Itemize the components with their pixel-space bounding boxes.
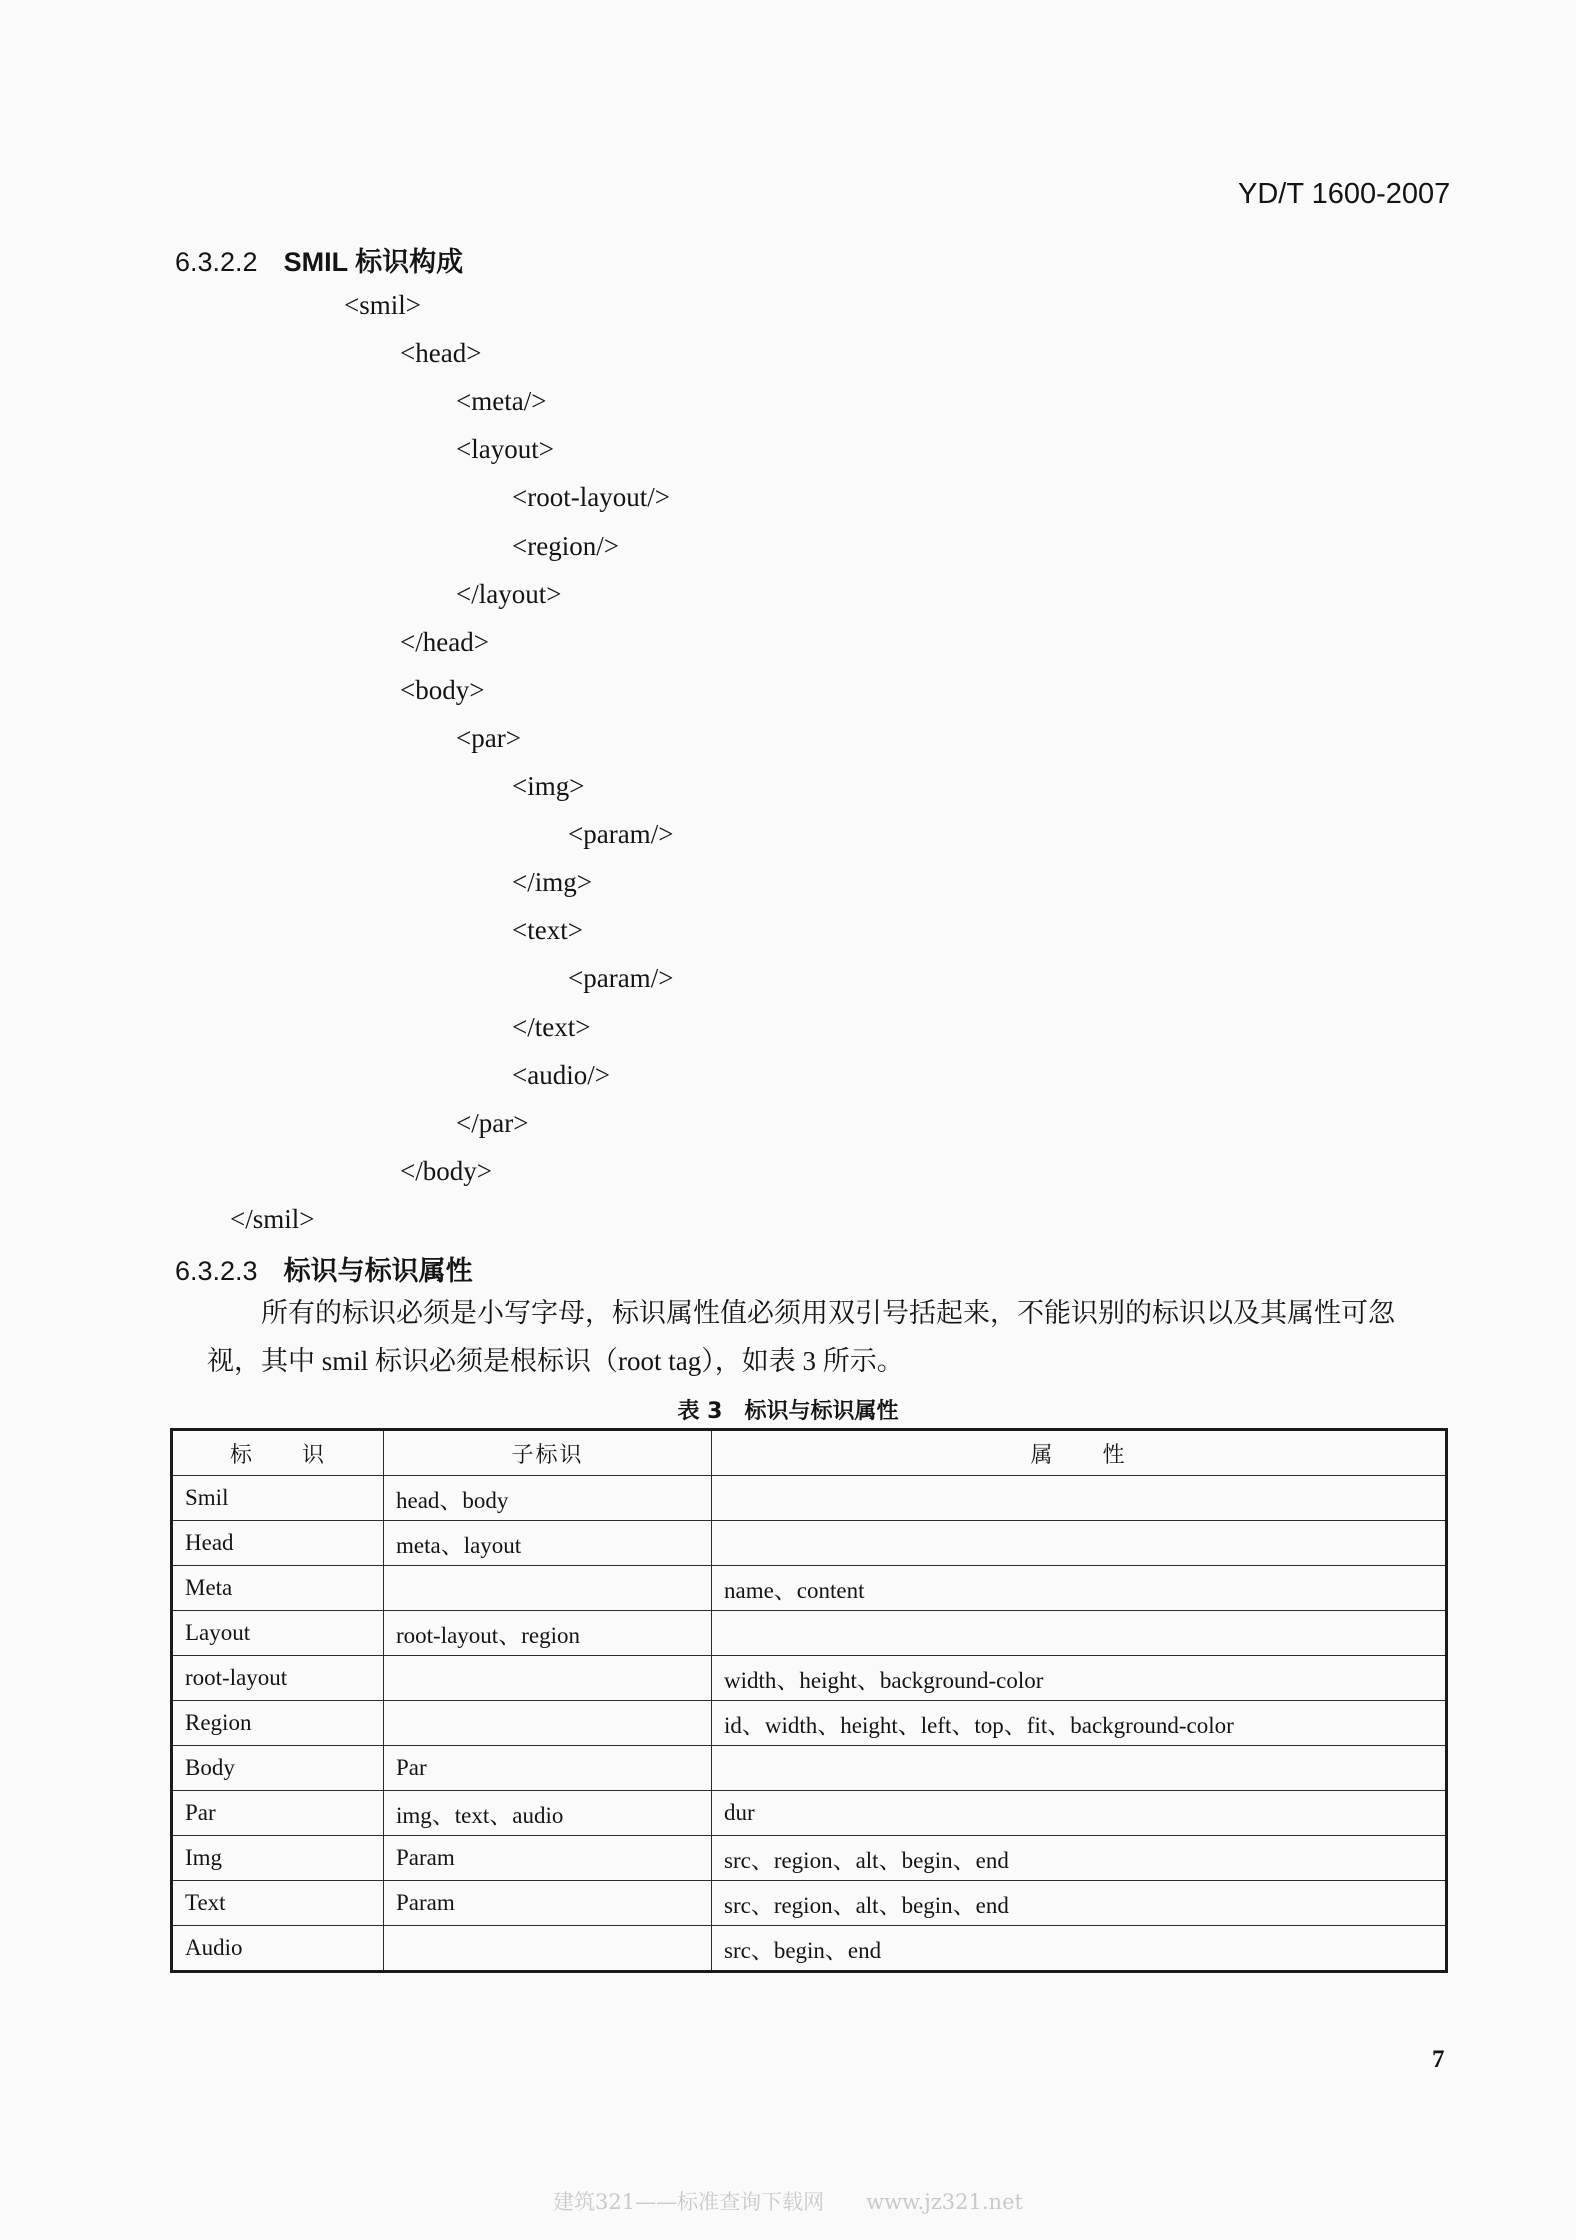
column-header-tag: 标 识 <box>172 1430 384 1476</box>
code-line: </smil> <box>230 1203 315 1234</box>
cell-tag: Par <box>172 1791 384 1836</box>
table-caption: 表 3 标识与标识属性 <box>677 1399 899 1424</box>
code-line: </head> <box>400 626 489 657</box>
page-number: 7 <box>1432 2046 1445 2073</box>
table-row <box>172 1791 1447 1836</box>
column-header-attributes: 属 性 <box>712 1430 1447 1476</box>
cell-tag: Layout <box>172 1611 384 1656</box>
code-line: </layout> <box>456 578 562 609</box>
body-paragraph <box>175 1289 1451 1385</box>
code-line: <body> <box>400 674 485 705</box>
cell-tag: Audio <box>172 1926 384 1972</box>
cell-attributes: name、content <box>712 1566 1447 1611</box>
cell-child-tags <box>384 1656 712 1701</box>
footer-watermark: 建筑321——标准查询下载网 www.jz321.net <box>553 2190 1023 2214</box>
cell-attributes <box>712 1476 1447 1521</box>
table-row <box>172 1836 1447 1881</box>
cell-tag: Body <box>172 1746 384 1791</box>
cell-attributes: width、height、background-color <box>712 1656 1447 1701</box>
section-title: SMIL 标识构成 <box>283 247 464 277</box>
code-line: <region/> <box>512 530 619 561</box>
cell-child-tags: meta、layout <box>384 1521 712 1566</box>
code-line: </body> <box>400 1155 492 1186</box>
section-number: 6.3.2.2 <box>175 247 258 277</box>
code-line: </text> <box>512 1011 591 1042</box>
code-line: <param/> <box>568 963 674 994</box>
table-row <box>172 1611 1447 1656</box>
code-line: </par> <box>456 1107 529 1138</box>
cell-attributes <box>712 1521 1447 1566</box>
table-row <box>172 1521 1447 1566</box>
cell-attributes <box>712 1746 1447 1791</box>
section-number: 6.3.2.3 <box>175 1256 258 1286</box>
cell-tag: Head <box>172 1521 384 1566</box>
table-row <box>172 1881 1447 1926</box>
document-code: YD/T 1600-2007 <box>1238 178 1451 210</box>
cell-attributes: id、width、height、left、top、fit、background-color <box>712 1701 1447 1746</box>
paragraph-line-2: 视，其中 smil 标识必须是根标识（root tag），如表 3 所示。 <box>207 1346 904 1376</box>
cell-tag: Region <box>172 1701 384 1746</box>
table-header-row <box>172 1430 1447 1476</box>
code-line: <head> <box>400 338 482 369</box>
table-row <box>172 1746 1447 1791</box>
cell-child-tags <box>384 1926 712 1972</box>
section-title: 标识与标识属性 <box>283 1256 473 1286</box>
cell-tag: Text <box>172 1881 384 1926</box>
cell-child-tags: Par <box>384 1746 712 1791</box>
cell-child-tags: Param <box>384 1881 712 1926</box>
column-header-child-tag: 子标识 <box>384 1430 712 1476</box>
table-row <box>172 1566 1447 1611</box>
cell-attributes: src、region、alt、begin、end <box>712 1836 1447 1881</box>
paragraph-line-1: 所有的标识必须是小写字母，标识属性值必须用双引号括起来，不能识别的标识以及其属性可忽 <box>261 1298 1395 1328</box>
section-heading-6-3-2-2 <box>175 240 463 279</box>
cell-child-tags: head、body <box>384 1476 712 1521</box>
table-row <box>172 1926 1447 1972</box>
cell-tag: Smil <box>172 1476 384 1521</box>
code-line: <meta/> <box>456 386 547 417</box>
code-line: <root-layout/> <box>512 482 670 513</box>
cell-tag: Img <box>172 1836 384 1881</box>
code-line: <img> <box>512 771 585 801</box>
cell-tag: Meta <box>172 1566 384 1611</box>
cell-child-tags <box>384 1566 712 1611</box>
cell-child-tags <box>384 1701 712 1746</box>
code-line: <par> <box>456 722 521 753</box>
table-row <box>172 1701 1447 1746</box>
section-heading-6-3-2-3 <box>175 1249 473 1288</box>
cell-child-tags: root-layout、region <box>384 1611 712 1656</box>
tag-attribute-table <box>170 1428 1448 1973</box>
cell-attributes: src、region、alt、begin、end <box>712 1881 1447 1926</box>
table-row <box>172 1656 1447 1701</box>
code-line: <text> <box>512 915 583 946</box>
code-line: <smil> <box>344 290 421 320</box>
code-line: <layout> <box>456 434 554 465</box>
table-row <box>172 1476 1447 1521</box>
cell-attributes: src、begin、end <box>712 1926 1447 1972</box>
cell-child-tags: img、text、audio <box>384 1791 712 1836</box>
code-line: <audio/> <box>512 1059 610 1090</box>
code-line: </img> <box>512 867 592 898</box>
cell-attributes <box>712 1611 1447 1656</box>
cell-tag: root-layout <box>172 1656 384 1701</box>
cell-attributes: dur <box>712 1791 1447 1836</box>
cell-child-tags: Param <box>384 1836 712 1881</box>
code-line: <param/> <box>568 819 674 850</box>
